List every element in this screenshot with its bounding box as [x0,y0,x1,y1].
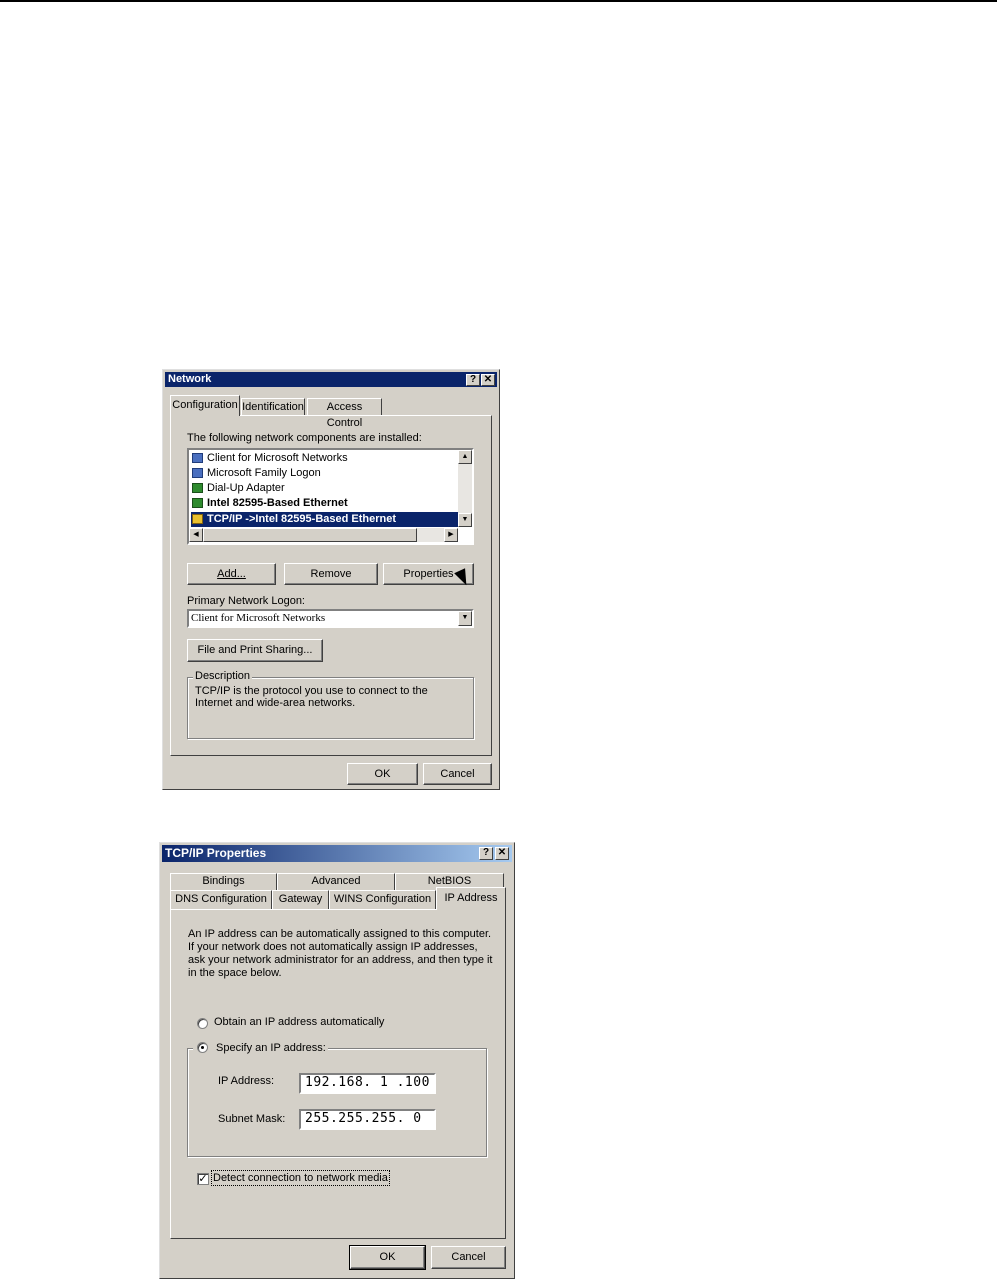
file-print-sharing-button[interactable]: File and Print Sharing... [187,639,323,662]
obtain-ip-label[interactable]: Obtain an IP address automatically [214,1016,385,1028]
scroll-left-icon[interactable]: ◀ [189,528,203,542]
remove-button[interactable]: Remove [284,563,378,585]
tab-netbios[interactable]: NetBIOS [395,873,504,890]
logon-select[interactable]: Client for Microsoft Networks ▼ [187,609,474,628]
subnet-mask-label: Subnet Mask: [218,1113,286,1125]
client-icon [192,468,203,478]
list-item[interactable]: Intel 82595-Based Ethernet [191,496,472,511]
add-button[interactable]: Add... [187,563,276,585]
horizontal-scroll-track[interactable] [417,528,444,542]
tab-access-control[interactable]: Access Control [307,398,382,416]
page-top-rule [0,0,997,2]
help-icon[interactable]: ? [479,847,493,860]
close-icon[interactable]: ✕ [495,847,509,860]
network-title: Network [168,373,212,385]
adapter-icon [192,483,203,493]
scroll-right-icon[interactable]: ▶ [444,528,458,542]
list-item-selected[interactable]: TCP/IP ->Intel 82595-Based Ethernet [191,512,458,527]
ok-button[interactable]: OK [347,763,418,785]
vertical-scroll-track[interactable] [458,464,472,513]
tab-advanced[interactable]: Advanced [277,873,395,890]
obtain-ip-radio[interactable] [197,1018,208,1029]
components-label: The following network components are installed: [187,432,422,444]
ip-address-label: IP Address: [218,1075,275,1087]
ok-button[interactable]: OK [350,1246,425,1269]
scroll-up-icon[interactable]: ▲ [458,450,472,464]
ip-address-field[interactable]: 192.168. 1 .100 [299,1073,436,1094]
description-text: TCP/IP is the protocol you use to connect to the Internet and wide-area networks. [195,685,428,709]
chevron-down-icon[interactable]: ▼ [458,611,472,626]
radio-selected-dot [201,1046,204,1049]
tab-dns-configuration[interactable]: DNS Configuration [170,890,272,909]
specify-ip-label[interactable]: Specify an IP address: [216,1042,326,1054]
scroll-thumb[interactable] [203,528,417,542]
network-dialog [162,369,500,790]
components-list[interactable] [187,448,474,545]
tcpip-dialog [159,842,515,1279]
tab-bindings[interactable]: Bindings [170,873,277,890]
specify-ip-group-header [193,1040,328,1056]
protocol-icon [192,514,203,524]
properties-button[interactable]: Properties [383,563,474,585]
cancel-button[interactable]: Cancel [431,1246,506,1269]
tab-configuration[interactable]: Configuration [170,395,240,416]
list-item[interactable]: Client for Microsoft Networks [191,451,472,466]
tab-gateway[interactable]: Gateway [272,890,329,909]
scroll-down-icon[interactable]: ▼ [458,513,472,527]
specify-ip-group [187,1048,487,1157]
tab-wins-configuration[interactable]: WINS Configuration [329,890,436,909]
list-item[interactable]: Microsoft Family Logon [191,466,472,481]
subnet-mask-field[interactable]: 255.255.255. 0 [299,1109,436,1130]
tcpip-title: TCP/IP Properties [165,846,267,860]
close-icon[interactable]: ✕ [481,374,495,386]
network-titlebar [165,372,497,387]
logon-label: Primary Network Logon: [187,595,305,607]
tab-ip-address[interactable]: IP Address [436,887,506,910]
tab-identification[interactable]: Identification [241,398,305,416]
list-item[interactable]: Dial-Up Adapter [191,481,472,496]
description-label: Description [195,670,251,682]
detect-media-checkbox[interactable]: ✓ [198,1173,208,1185]
ip-intro-text: An IP address can be automatically assigned to this computer. If your network does not automatically assign IP addresses, ask your network administrator for an address, and then type it in the space below. [188,928,493,979]
cancel-button[interactable]: Cancel [423,763,492,785]
tcpip-titlebar [162,845,512,862]
client-icon [192,453,203,463]
help-icon[interactable]: ? [466,374,480,386]
detect-media-label[interactable]: Detect connection to network media [213,1172,388,1184]
specify-ip-radio[interactable] [197,1042,208,1053]
adapter-icon [192,498,203,508]
